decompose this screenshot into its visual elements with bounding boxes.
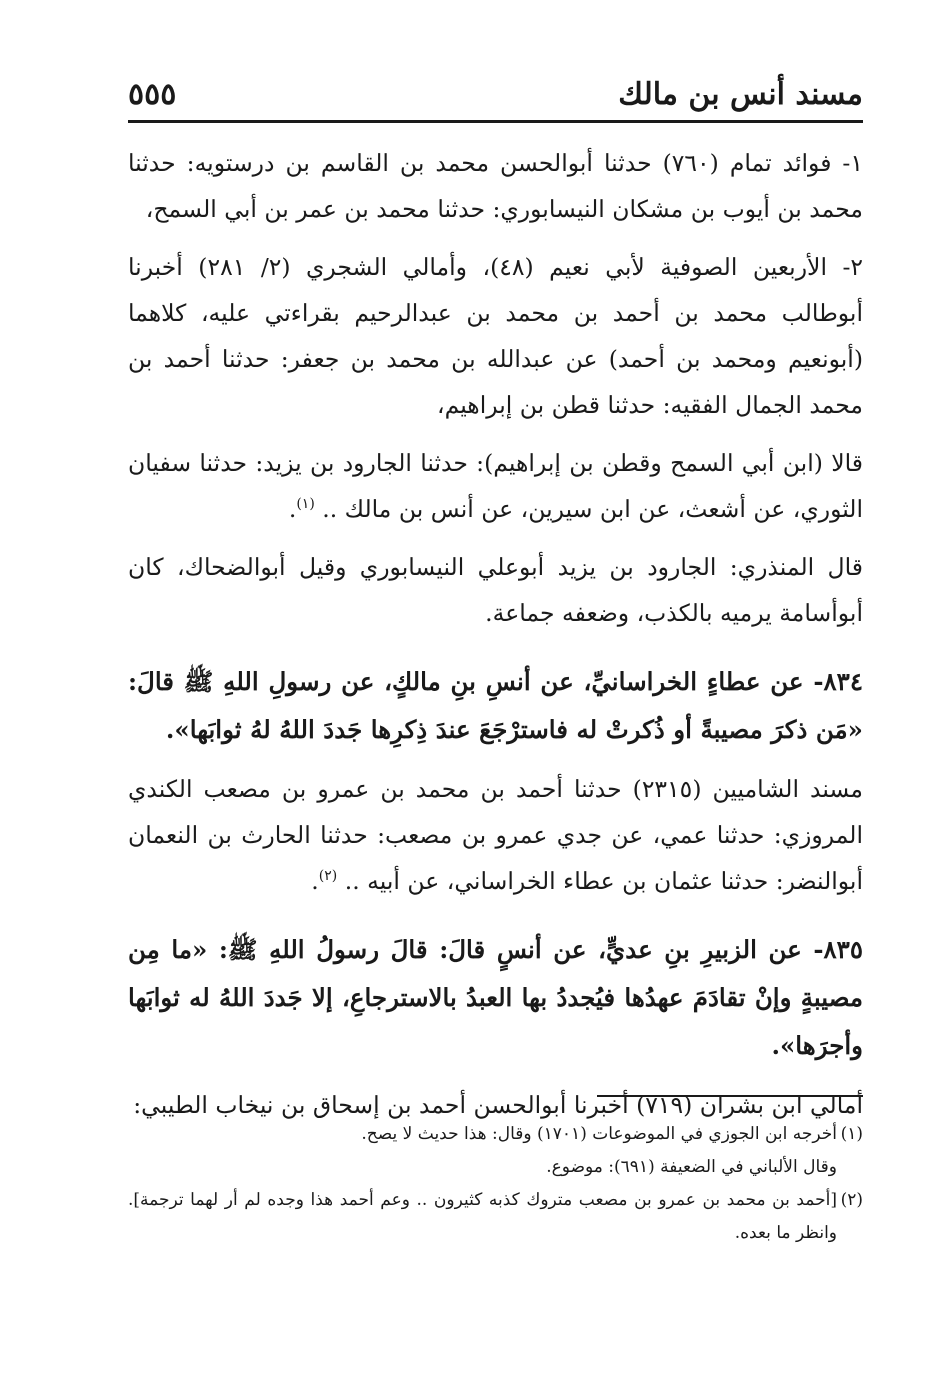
paragraph-shamiyyin-text: مسند الشاميين (٢٣١٥) حدثنا أحمد بن محمد بن عمرو بن مصعب الكندي المروزي: حدثنا عمي، عن جدي عمرو بن مصعب: حدثنا الحارث بن النعمان أبوالنضر: حدثنا عثمان بن عطاء الخراساني، عن أبيه ..: [128, 775, 863, 895]
footnote-1-continuation: وقال الألباني في الضعيفة (٦٩١): موضوع.: [546, 1157, 837, 1177]
footnote-marker-2: (٢): [318, 868, 338, 885]
main-text: [128, 140, 863, 1128]
paragraph-source-2: ٢- الأربعين الصوفية لأبي نعيم (٤٨)، وأمالي الشجري (٢/ ٢٨١) أخبرنا أبوطالب محمد بن أحمد بن محمد بن عبدالرحيم بقراءتي عليه، كلاهما (أبونعيم ومحمد بن أحمد) عن عبدالله بن محمد بن جعفر: حدثنا أحمد بن محمد الجمال الفقيه: حدثنا قطن بن إبراهيم،: [128, 253, 864, 419]
footnote-1: [128, 1118, 863, 1151]
footnote-text: [أحمد بن محمد بن عمرو بن مصعب متروك كذبه كثيرون .. وعم أحمد هذا وجده لم أر لهما ترجمة]. وانظر ما بعده.: [128, 1190, 837, 1243]
footnotes: [128, 1118, 863, 1250]
footnote-marker-1: (١): [296, 496, 315, 513]
page-number: ٥٥٥: [128, 77, 177, 112]
paragraph-isnad-joint: [128, 440, 863, 532]
page-header: [128, 70, 863, 123]
footnote-divider: [597, 1095, 863, 1097]
paragraph-shamiyyin: [128, 766, 863, 904]
paragraph-isnad-joint-text: قالا (ابن أبي السمح وقطن بن إبراهيم): حدثنا الجارود بن يزيد: حدثنا سفيان الثوري، عن أشعث، عن ابن سيرين، عن أنس بن مالك ..: [128, 449, 863, 523]
hadith-834: ٨٣٤- عن عطاءٍ الخراسانيِّ، عن أنسِ بنِ مالكٍ، عن رسولِ اللهِ ﷺ قالَ: «مَن ذكرَ مصيبةً أو ذُكرتْ له فاسترْجَعَ عندَ ذِكرِها جَددَ اللهُ لهُ ثوابَها».: [128, 667, 863, 744]
paragraph-mundhiri-note: قال المنذري: الجارود بن يزيد أبوعلي النيسابوري وقيل أبوالضحاك، كان أبوأسامة يرميه بالكذب، وضعفه جماعة.: [128, 553, 863, 627]
sentence-end: .: [288, 495, 297, 523]
running-title: مسند أنس بن مالك: [618, 77, 863, 112]
sentence-end: .: [311, 867, 319, 895]
hadith-835: ٨٣٥- عن الزبيرِ بنِ عديٍّ، عن أنسٍ قالَ: قالَ رسولُ اللهِ ﷺ: «ما مِن مصيبةٍ وإنْ تقادَمَ عهدُها فيُجددُ بها العبدُ بالاسترجاعِ، إلا جَددَ اللهُ له ثوابَها وأجرَها».: [128, 935, 863, 1060]
paragraph-bishran: أمالي ابن بشران (٧١٩) أخبرنا أبوالحسن أحمد بن إسحاق بن نيخاب الطيبي:: [133, 1091, 863, 1119]
footnote-text: أخرجه ابن الجوزي في الموضوعات (١٧٠١) وقال: هذا حديث لا يصح.: [361, 1124, 837, 1144]
footnote-number: (١): [840, 1124, 863, 1144]
paragraph-source-1: ١- فوائد تمام (٧٦٠) حدثنا أبوالحسن محمد بن القاسم بن درستويه: حدثنا محمد بن أيوب بن مشكان النيسابوري: حدثنا محمد بن عمر بن أبي السمح،: [128, 149, 863, 223]
footnote-number: (٢): [840, 1190, 863, 1210]
footnote-2: [128, 1184, 863, 1250]
